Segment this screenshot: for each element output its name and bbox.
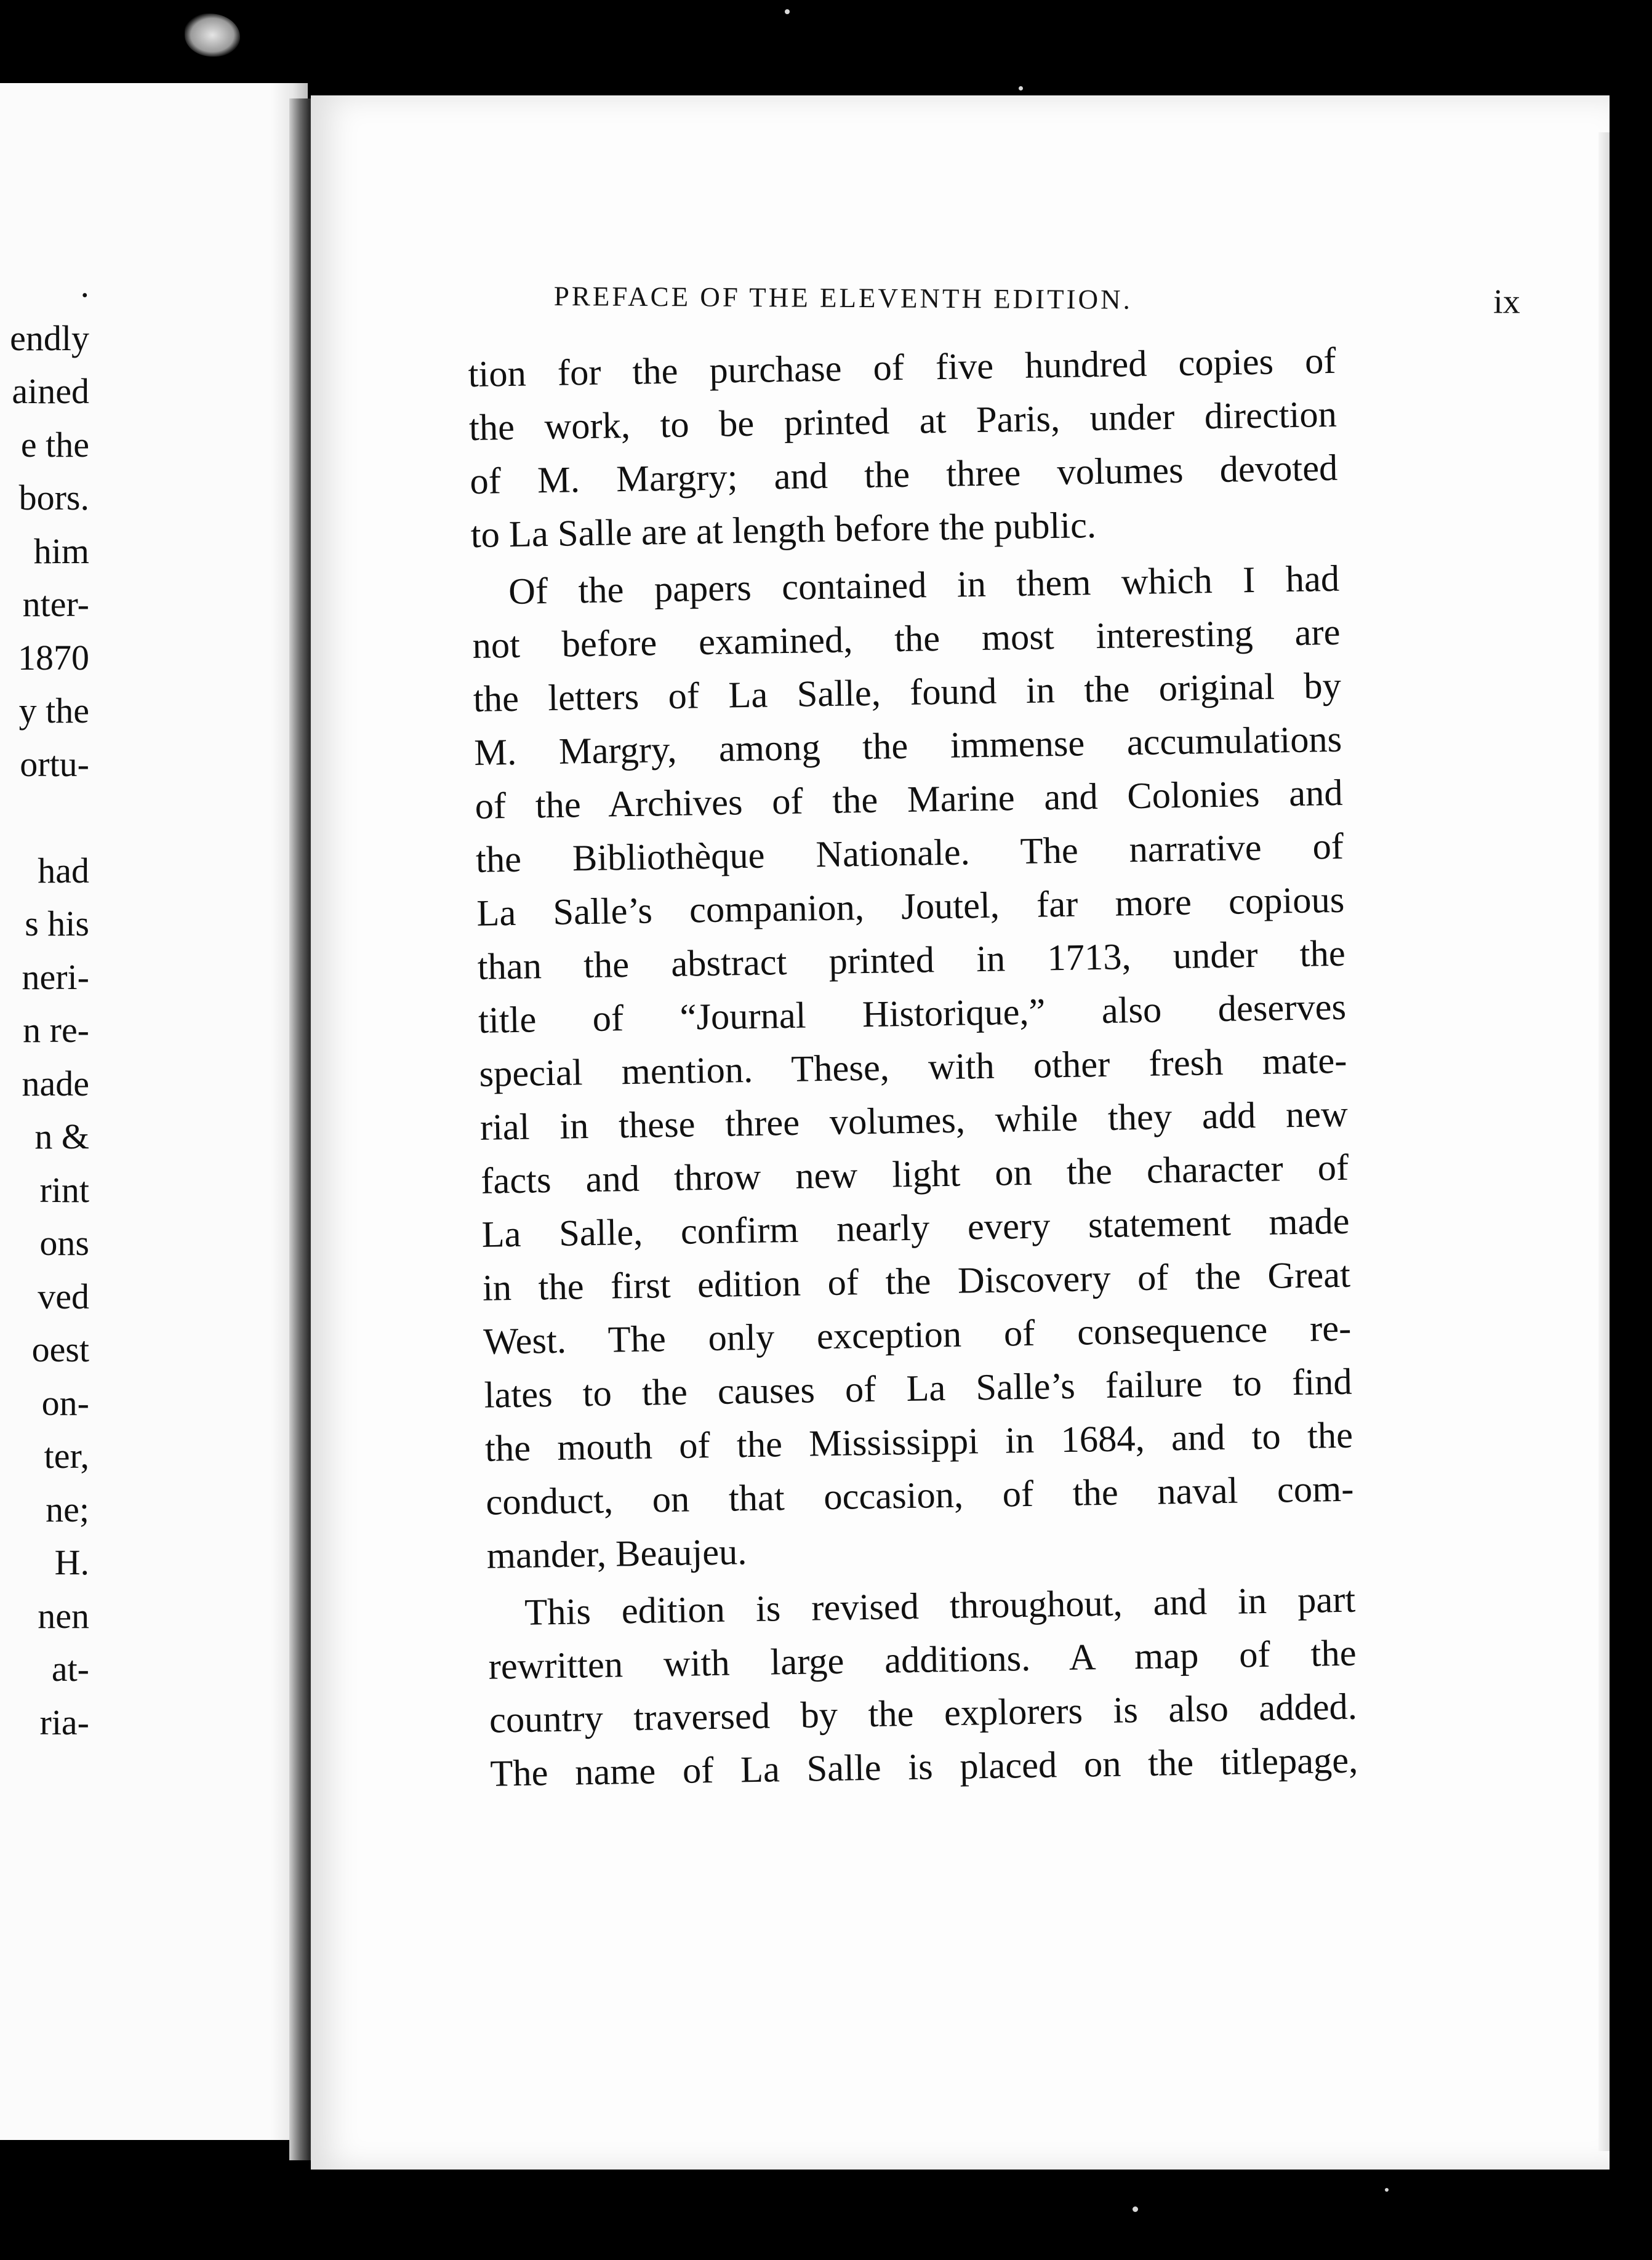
scan-artifact-mark xyxy=(185,14,240,57)
text-line: facts and throw new light on the character of xyxy=(480,1147,1349,1202)
left-line: n re- xyxy=(23,1010,89,1050)
left-line: s his xyxy=(25,904,89,944)
left-line: nen xyxy=(38,1595,89,1636)
text-line: lates to the causes of La Salle’s failure to find xyxy=(484,1361,1353,1416)
left-line: rint xyxy=(39,1169,89,1210)
scan-speck xyxy=(785,9,790,14)
text-line: This edition is revised throughout, and in part xyxy=(524,1579,1356,1633)
left-line: bors. xyxy=(18,478,89,518)
left-line: ortu- xyxy=(20,743,89,784)
left-line: ained xyxy=(12,371,89,411)
text-line: of M. Margry; and the three volumes devoted xyxy=(469,447,1338,502)
left-line xyxy=(0,791,89,844)
right-page xyxy=(311,95,1610,2170)
left-line: nter- xyxy=(22,584,89,624)
left-line: neri- xyxy=(22,956,89,997)
text-line: not before examined, the most interesting are xyxy=(472,611,1341,667)
text-line: conduct, on that occasion, of the naval com- xyxy=(485,1468,1354,1523)
text-line: M. Margry, among the immense accumulations xyxy=(473,718,1342,774)
page-number: ix xyxy=(1493,282,1521,321)
text-line: La Salle’s companion, Joutel, far more copious xyxy=(476,879,1345,934)
left-line: on- xyxy=(41,1382,89,1423)
left-line: ne; xyxy=(46,1489,89,1529)
left-page-text-fragments xyxy=(0,258,89,1749)
running-head xyxy=(554,280,1520,335)
left-line: y the xyxy=(18,691,89,731)
text-line: The name of La Salle is placed on the titlepage, xyxy=(489,1739,1358,1795)
left-line: had xyxy=(38,850,89,891)
left-line: e the xyxy=(20,424,89,465)
text-line: the Bibliothèque Nationale. The narrative of xyxy=(475,825,1344,881)
text-line: the work, to be printed at Paris, under direction xyxy=(468,393,1337,449)
scan-speck xyxy=(1133,2206,1138,2212)
left-line: ons xyxy=(39,1223,89,1263)
scan-speck xyxy=(1019,86,1023,90)
text-line: special mention. These, with other fresh mate- xyxy=(479,1040,1347,1095)
left-line: 1870 xyxy=(18,637,89,678)
left-line: . xyxy=(80,265,89,305)
text-line: of the Archives of the Marine and Colonies and xyxy=(475,772,1344,827)
left-line: endly xyxy=(10,318,89,358)
text-line: than the abstract printed in 1713, under the xyxy=(477,932,1346,988)
left-line: n & xyxy=(34,1116,89,1156)
left-line: ter, xyxy=(44,1436,89,1476)
text-line: mander, Beaujeu. xyxy=(486,1531,747,1577)
body-text xyxy=(468,334,1358,1801)
text-line: the mouth of the Mississippi in 1684, and to the xyxy=(484,1414,1353,1470)
text-line: the letters of La Salle, found in the original by xyxy=(473,665,1342,720)
text-line: country traversed by the explorers is also added. xyxy=(489,1686,1358,1741)
left-line: ved xyxy=(38,1276,89,1316)
scan-speck xyxy=(1385,2188,1389,2192)
text-line: title of “Journal Historique,” also deserves xyxy=(478,986,1347,1041)
text-line: rewritten with large additions. A map of the xyxy=(488,1632,1357,1688)
text-line: La Salle, confirm nearly every statement made xyxy=(481,1200,1350,1256)
left-line: him xyxy=(33,531,89,571)
text-line: tion for the purchase of five hundred copies of xyxy=(468,340,1337,395)
text-line: West. The only exception of consequence re- xyxy=(483,1307,1352,1363)
left-line: oest xyxy=(31,1329,89,1369)
left-line: H. xyxy=(54,1542,89,1582)
text-line: in the first edition of the Discovery of the Great xyxy=(482,1254,1351,1309)
text-line: rial in these three volumes, while they add new xyxy=(479,1093,1349,1148)
left-facing-page xyxy=(0,83,308,2140)
left-line: at- xyxy=(51,1649,89,1689)
left-line: nade xyxy=(22,1063,89,1104)
text-line: Of the papers contained in them which I had xyxy=(508,558,1340,613)
running-head-title: PREFACE OF THE ELEVENTH EDITION. xyxy=(553,280,1133,315)
text-line: to La Salle are at length before the public. xyxy=(470,505,1097,556)
left-line: ria- xyxy=(39,1702,89,1742)
